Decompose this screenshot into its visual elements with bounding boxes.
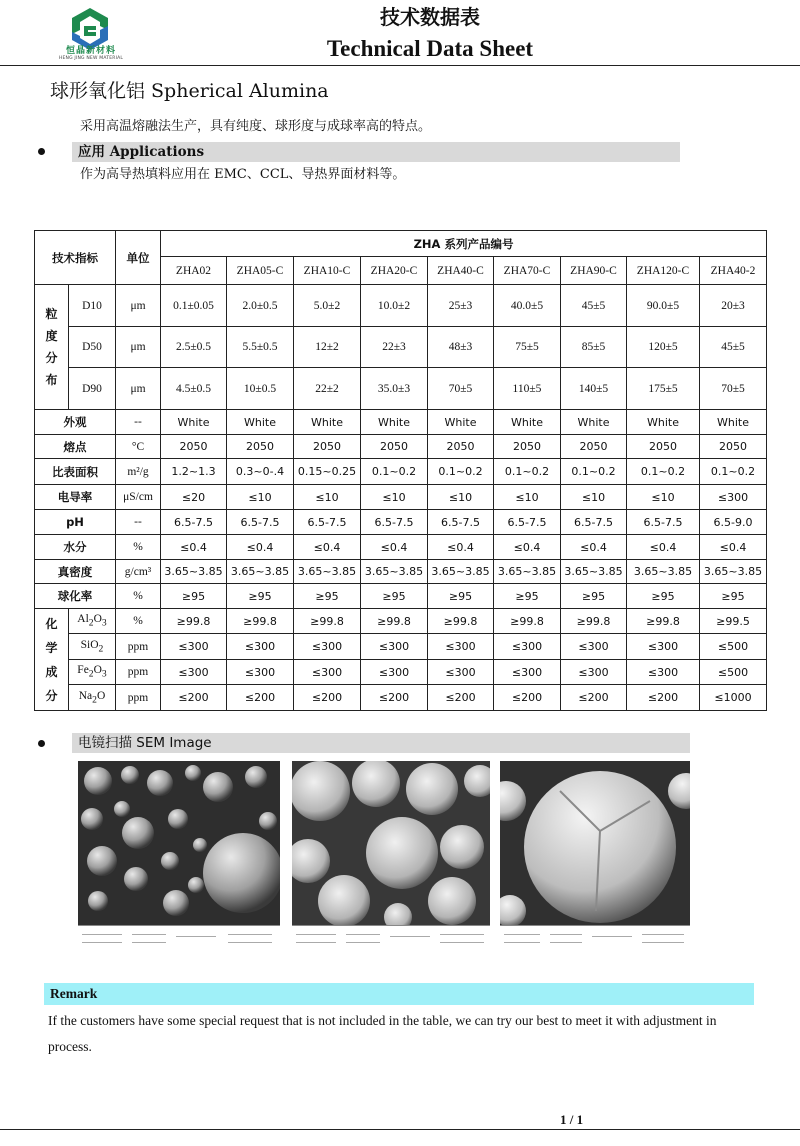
table-cell: ≤300 — [294, 634, 361, 660]
table-cell: 2050 — [700, 435, 767, 459]
product-code: ZHA10-C — [294, 257, 361, 285]
table-cell: ≤300 — [294, 660, 361, 685]
table-row — [35, 660, 767, 685]
remark-text: If the customers have some special request that is not included in the table, we can try our best to meet it with adjustment in process. — [48, 1013, 717, 1054]
property-label: 熔点 — [35, 435, 116, 459]
title-chinese: 技术数据表 — [380, 5, 480, 29]
table-cell: ≥99.8 — [428, 609, 494, 634]
psd-group-char: 粒 — [45, 307, 58, 321]
page-number: 1 / 1 — [560, 1112, 584, 1127]
table-cell: 6.5-7.5 — [494, 510, 561, 535]
table-row — [35, 485, 767, 510]
table-cell: 140±5 — [561, 368, 627, 410]
table-cell: 2050 — [227, 435, 294, 459]
table-cell: ≥99.8 — [627, 609, 700, 634]
table-row — [35, 327, 767, 368]
chem-symbol: Al — [77, 613, 89, 626]
property-unit: g/cm³ — [116, 560, 161, 584]
property-unit: % — [116, 584, 161, 609]
table-cell: ≥95 — [161, 584, 227, 609]
chem-unit: % — [116, 609, 161, 634]
table-cell: White — [700, 410, 767, 435]
table-cell: 0.3~0-.4 — [227, 459, 294, 485]
table-cell: 0.1±0.05 — [161, 285, 227, 327]
table-cell: 45±5 — [700, 327, 767, 368]
sem-heading: 电镜扫描 SEM Image — [78, 735, 212, 751]
table-cell: 3.65~3.85 — [494, 560, 561, 584]
chem-group-label — [35, 609, 69, 711]
table-cell: 2.0±0.5 — [227, 285, 294, 327]
table-cell: 0.1~0.2 — [700, 459, 767, 485]
table-row — [35, 410, 767, 435]
table-cell: ≥95 — [428, 584, 494, 609]
table-row — [35, 535, 767, 560]
chem-subscript: 3 — [101, 668, 107, 680]
table-cell: 2050 — [361, 435, 428, 459]
table-cell: 10±0.5 — [227, 368, 294, 410]
chem-unit: ppm — [116, 634, 161, 660]
table-row — [35, 584, 767, 609]
table-cell: 0.1~0.2 — [428, 459, 494, 485]
table-cell: 45±5 — [561, 285, 627, 327]
header-indicator: 技术指标 — [35, 231, 116, 285]
table-cell: ≤300 — [494, 634, 561, 660]
table-cell: ≤200 — [227, 685, 294, 711]
table-cell: White — [627, 410, 700, 435]
header-unit: 单位 — [116, 231, 161, 285]
table-cell: 70±5 — [428, 368, 494, 410]
table-cell: ≤500 — [700, 660, 767, 685]
table-cell: 120±5 — [627, 327, 700, 368]
property-unit: -- — [116, 410, 161, 435]
table-cell: White — [361, 410, 428, 435]
table-cell: White — [561, 410, 627, 435]
table-cell: ≤300 — [627, 634, 700, 660]
table-cell: ≤200 — [428, 685, 494, 711]
sem-image-1 — [78, 761, 280, 949]
table-cell: ≤10 — [428, 485, 494, 510]
table-cell: White — [294, 410, 361, 435]
table-row — [35, 435, 767, 459]
table-cell: White — [494, 410, 561, 435]
table-cell: ≤0.4 — [494, 535, 561, 560]
property-unit: -- — [116, 510, 161, 535]
remark-bar — [44, 983, 754, 1005]
table-cell: ≤0.4 — [361, 535, 428, 560]
table-cell: 2050 — [627, 435, 700, 459]
table-cell: 2050 — [294, 435, 361, 459]
applications-text: 作为高导热填料应用在 EMC、CCL、导热界面材料等。 — [80, 167, 406, 182]
table-cell: 3.65~3.85 — [294, 560, 361, 584]
table-cell: ≤0.4 — [161, 535, 227, 560]
table-cell: ≤300 — [494, 660, 561, 685]
applications-heading: 应用 Applications — [78, 144, 205, 160]
table-row — [35, 685, 767, 711]
sem-image-3 — [500, 761, 690, 949]
property-unit: % — [116, 535, 161, 560]
table-cell: ≤10 — [627, 485, 700, 510]
table-cell: ≤200 — [161, 685, 227, 711]
product-code: ZHA120-C — [627, 257, 700, 285]
table-cell: 35.0±3 — [361, 368, 428, 410]
table-cell: White — [161, 410, 227, 435]
table-cell: 20±3 — [700, 285, 767, 327]
table-cell: ≤200 — [361, 685, 428, 711]
sem-micrograph-icon — [292, 761, 490, 925]
sem-micrograph-icon — [78, 761, 280, 925]
table-cell: 2050 — [494, 435, 561, 459]
table-cell: 2050 — [561, 435, 627, 459]
property-unit: μS/cm — [116, 485, 161, 510]
product-code: ZHA90-C — [561, 257, 627, 285]
spec-table — [34, 230, 767, 711]
header-rule — [0, 65, 800, 66]
psd-unit: μm — [116, 285, 161, 327]
table-cell: ≤10 — [561, 485, 627, 510]
table-cell: ≤300 — [227, 660, 294, 685]
table-cell: 10.0±2 — [361, 285, 428, 327]
header-series: ZHA 系列产品编号 — [161, 231, 767, 257]
table-cell: 6.5-7.5 — [161, 510, 227, 535]
table-cell: 175±5 — [627, 368, 700, 410]
table-cell: 3.65~3.85 — [428, 560, 494, 584]
table-cell: ≤200 — [494, 685, 561, 711]
table-cell: 3.65~3.85 — [361, 560, 428, 584]
table-cell: 85±5 — [561, 327, 627, 368]
table-cell: 6.5-7.5 — [361, 510, 428, 535]
table-row — [35, 459, 767, 485]
table-row — [35, 368, 767, 410]
table-cell: ≥95 — [361, 584, 428, 609]
table-row — [35, 285, 767, 327]
chem-symbol: Fe — [77, 664, 89, 677]
table-cell: 22±2 — [294, 368, 361, 410]
table-cell: 1.2~1.3 — [161, 459, 227, 485]
table-cell: ≥99.8 — [227, 609, 294, 634]
table-cell: ≤10 — [494, 485, 561, 510]
psd-group-char: 分 — [45, 351, 58, 365]
table-cell: ≥99.8 — [361, 609, 428, 634]
psd-label: D10 — [69, 285, 116, 327]
table-cell: ≤300 — [227, 634, 294, 660]
table-cell: ≥95 — [561, 584, 627, 609]
property-label: 外观 — [35, 410, 116, 435]
table-cell: 110±5 — [494, 368, 561, 410]
table-cell: 3.65~3.85 — [561, 560, 627, 584]
bullet-icon — [38, 148, 45, 155]
table-cell: 6.5-9.0 — [700, 510, 767, 535]
table-cell: ≥99.8 — [494, 609, 561, 634]
table-cell: ≤300 — [361, 634, 428, 660]
psd-label: D90 — [69, 368, 116, 410]
chem-label — [69, 634, 116, 660]
table-cell: ≤300 — [161, 634, 227, 660]
table-cell: 0.15~0.25 — [294, 459, 361, 485]
table-cell: 6.5-7.5 — [294, 510, 361, 535]
table-cell: 48±3 — [428, 327, 494, 368]
table-cell: 3.65~3.85 — [700, 560, 767, 584]
table-cell: ≤200 — [561, 685, 627, 711]
table-cell: ≥95 — [494, 584, 561, 609]
property-label: pH — [35, 510, 116, 535]
table-cell: ≤300 — [700, 485, 767, 510]
table-cell: ≤200 — [294, 685, 361, 711]
table-cell: ≤300 — [161, 660, 227, 685]
table-row — [35, 609, 767, 634]
table-cell: ≤200 — [627, 685, 700, 711]
table-cell: 2.5±0.5 — [161, 327, 227, 368]
chem-label — [69, 685, 116, 711]
table-cell: ≤0.4 — [227, 535, 294, 560]
chem-unit: ppm — [116, 660, 161, 685]
property-label: 电导率 — [35, 485, 116, 510]
table-cell: ≤300 — [428, 634, 494, 660]
psd-group-label — [35, 285, 69, 410]
table-cell: ≤20 — [161, 485, 227, 510]
psd-label: D50 — [69, 327, 116, 368]
table-cell: 3.65~3.85 — [627, 560, 700, 584]
table-cell: ≤0.4 — [294, 535, 361, 560]
product-title: 球形氧化铝 Spherical Alumina — [50, 80, 329, 102]
table-cell: ≥99.8 — [561, 609, 627, 634]
chem-subscript: 2 — [88, 617, 94, 629]
sem-micrograph-icon — [500, 761, 690, 925]
table-cell: ≤0.4 — [428, 535, 494, 560]
table-cell: 70±5 — [700, 368, 767, 410]
psd-group-char: 度 — [45, 329, 58, 343]
bullet-icon — [38, 740, 45, 747]
table-cell: 40.0±5 — [494, 285, 561, 327]
table-cell: 5.5±0.5 — [227, 327, 294, 368]
table-cell: White — [227, 410, 294, 435]
table-row — [35, 634, 767, 660]
chem-unit: ppm — [116, 685, 161, 711]
logo-subtext: HENG JING NEW MATERIAL — [58, 56, 124, 61]
table-cell: 2050 — [428, 435, 494, 459]
table-cell: ≥95 — [627, 584, 700, 609]
table-cell: ≥95 — [294, 584, 361, 609]
property-label: 球化率 — [35, 584, 116, 609]
table-cell: 0.1~0.2 — [361, 459, 428, 485]
property-label: 水分 — [35, 535, 116, 560]
table-cell: ≥95 — [227, 584, 294, 609]
psd-group-char: 布 — [45, 373, 58, 387]
table-cell: ≤300 — [561, 660, 627, 685]
footer-rule — [0, 1129, 800, 1130]
chem-symbol: O — [93, 613, 102, 626]
table-cell: ≤300 — [428, 660, 494, 685]
chem-symbol: SiO — [80, 638, 99, 651]
product-code: ZHA02 — [161, 257, 227, 285]
table-cell: ≤0.4 — [561, 535, 627, 560]
table-cell: 0.1~0.2 — [494, 459, 561, 485]
sem-image-2 — [292, 761, 490, 949]
table-cell: 3.65~3.85 — [227, 560, 294, 584]
product-code: ZHA40-2 — [700, 257, 767, 285]
chem-symbol: O — [96, 689, 106, 702]
remark-title: Remark — [50, 986, 98, 1001]
table-cell: 6.5-7.5 — [627, 510, 700, 535]
table-row — [35, 231, 767, 257]
table-cell: ≤300 — [627, 660, 700, 685]
chem-label — [69, 609, 116, 634]
property-label: 真密度 — [35, 560, 116, 584]
table-cell: 4.5±0.5 — [161, 368, 227, 410]
table-cell: ≤10 — [227, 485, 294, 510]
table-cell: 90.0±5 — [627, 285, 700, 327]
table-cell: 12±2 — [294, 327, 361, 368]
table-cell: 3.65~3.85 — [161, 560, 227, 584]
table-cell: White — [428, 410, 494, 435]
table-cell: ≥99.8 — [161, 609, 227, 634]
chem-group-char: 学 — [45, 640, 58, 655]
table-cell: ≥99.5 — [700, 609, 767, 634]
chem-subscript: 2 — [98, 643, 104, 655]
chem-symbol: O — [93, 664, 102, 677]
table-cell: ≤300 — [361, 660, 428, 685]
table-cell: 6.5-7.5 — [428, 510, 494, 535]
title-english: Technical Data Sheet — [326, 36, 534, 61]
product-code: ZHA40-C — [428, 257, 494, 285]
table-cell: ≤1000 — [700, 685, 767, 711]
chem-group-char: 成 — [45, 664, 58, 679]
table-cell: ≤500 — [700, 634, 767, 660]
table-cell: ≤10 — [361, 485, 428, 510]
table-cell: 5.0±2 — [294, 285, 361, 327]
table-cell: 6.5-7.5 — [227, 510, 294, 535]
table-cell: ≤300 — [561, 634, 627, 660]
table-cell: 25±3 — [428, 285, 494, 327]
property-unit: m²/g — [116, 459, 161, 485]
chem-label — [69, 660, 116, 685]
psd-unit: μm — [116, 368, 161, 410]
chem-subscript: 2 — [88, 668, 94, 680]
table-row — [35, 560, 767, 584]
table-cell: 75±5 — [494, 327, 561, 368]
table-cell: ≤0.4 — [627, 535, 700, 560]
table-cell: 0.1~0.2 — [561, 459, 627, 485]
table-cell: ≥95 — [700, 584, 767, 609]
table-cell: ≥99.8 — [294, 609, 361, 634]
product-code: ZHA70-C — [494, 257, 561, 285]
product-intro: 采用高温熔融法生产，具有纯度、球形度与成球率高的特点。 — [80, 119, 432, 134]
table-cell: ≤0.4 — [700, 535, 767, 560]
chem-subscript: 3 — [101, 617, 107, 629]
chem-group-char: 化 — [45, 616, 58, 631]
chem-subscript: 2 — [92, 694, 97, 706]
property-label: 比表面积 — [35, 459, 116, 485]
psd-unit: μm — [116, 327, 161, 368]
chem-group-char: 分 — [45, 688, 58, 703]
table-cell: 2050 — [161, 435, 227, 459]
table-cell: 6.5-7.5 — [561, 510, 627, 535]
table-cell: 22±3 — [361, 327, 428, 368]
table-cell: ≤10 — [294, 485, 361, 510]
logo-text: 恒晶新材料 — [65, 46, 116, 56]
table-cell: 0.1~0.2 — [627, 459, 700, 485]
chem-symbol: Na — [78, 689, 93, 702]
property-unit: °C — [116, 435, 161, 459]
product-code: ZHA20-C — [361, 257, 428, 285]
product-code: ZHA05-C — [227, 257, 294, 285]
table-row — [35, 510, 767, 535]
